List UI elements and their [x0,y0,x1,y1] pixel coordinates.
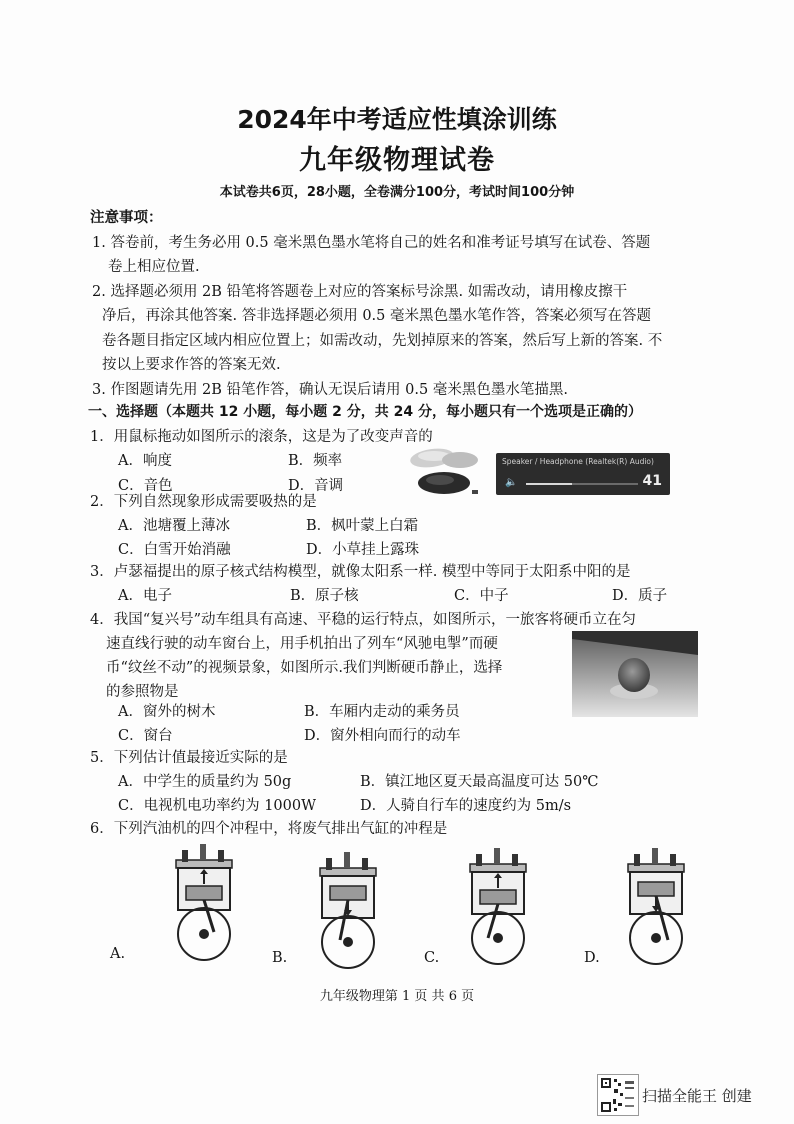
option-d: D．音调 [288,478,344,494]
volume-slider-track [526,483,638,485]
option-a: A．窗外的树木 [118,704,216,720]
option-d: D．质子 [612,588,668,604]
option-a: A．中学生的质量约为 50g [118,774,292,790]
mouse-photo [404,440,486,498]
engine-a-diagram [176,844,232,960]
option-c: C．中子 [454,588,509,604]
question-stem: 6．下列汽油机的四个冲程中，将废气排出气缸的冲程是 [90,821,448,837]
option-c: C．电视机电功率约为 1000W [118,798,317,814]
coin-on-windowsill-photo [572,631,698,717]
option-a: A．响度 [118,453,172,469]
question-stem: 1．用鼠标拖动如图所示的滚条，这是为了改变声音的 [90,429,433,445]
volume-device-label: Speaker / Headphone (Realtek(R) Audio) [502,457,654,466]
notes-line: 3. 作图题请先用 2B 铅笔作答，确认无误后请用 0.5 毫米黑色墨水笔描黑. [92,382,568,398]
question-stem: 币“纹丝不动”的视频景象，如图所示.我们判断硬币静止，选择 [106,660,503,676]
question-stem: 速直线行驶的动车窗台上，用手机拍出了列车“风驰电掣”而硬 [106,636,498,652]
notes-line: 2. 选择题必须用 2B 铅笔将答题卷上对应的答案标号涂黑. 如需改动，请用橡皮擦干 [92,284,628,300]
notes-line: 1. 答卷前，考生务必用 0.5 毫米黑色墨水笔将自己的姓名和准考证号填写在试卷、答题 [92,235,651,251]
option-c: C．白雪开始消融 [118,542,231,558]
exam-subject-title: 九年级物理试卷 [299,145,495,176]
exam-title: 2024年中考适应性填涂训练 [237,105,557,134]
figure-label-a: A. [110,946,126,962]
option-d: D．人骑自行车的速度约为 5m/s [360,798,572,814]
option-a: A．池塘覆上薄冰 [118,518,230,534]
option-d: D．小草挂上露珠 [306,542,420,558]
option-b: B．车厢内走动的乘务员 [304,704,460,720]
figure-label-d: D. [584,950,600,966]
engine-c-diagram [470,848,526,964]
engine-strokes-figure [100,842,720,972]
option-a: A．电子 [118,588,172,604]
question-stem: 4．我国“复兴号”动车组具有高速、平稳的运行特点，如图所示，一旅客将硬币立在匀 [90,612,637,628]
notes-heading: 注意事项： [90,210,163,226]
notes-line: 按以上要求作答的答案无效. [102,357,281,373]
question-stem: 的参照物是 [106,684,179,700]
figure-label-b: B. [272,950,288,966]
section-heading: 一、选择题（本题共 12 小题，每小题 2 分，共 24 分，每小题只有一个选项是正确的） [88,404,642,420]
qr-code-icon [597,1074,639,1116]
option-b: B．原子核 [290,588,359,604]
notes-line: 卷各题目指定区域内相应位置上；如需改动，先划掉原来的答案，然后写上新的答案. 不 [102,333,663,349]
option-c: C．音色 [118,478,173,494]
question-stem: 3．卢瑟福提出的原子核式结构模型，就像太阳系一样. 模型中等同于太阳系中阳的是 [90,564,631,580]
option-b: B．枫叶蒙上白霜 [306,518,419,534]
engine-d-diagram [628,848,684,964]
page-footer: 九年级物理第 1 页 共 6 页 [319,989,475,1004]
question-stem: 5．下列估计值最接近实际的是 [90,750,288,766]
scanner-watermark-text: 扫描全能王 创建 [642,1087,752,1105]
question-stem: 2．下列自然现象形成需要吸热的是 [90,494,317,510]
notes-line: 卷上相应位置. [108,259,200,275]
volume-value: 41 [642,473,662,489]
notes-line: 净后，再涂其他答案. 答非选择题必须用 0.5 毫米黑色墨水笔作答，答案必须写在答题 [102,308,651,324]
option-b: B．频率 [288,453,343,469]
option-b: B．镇江地区夏天最高温度可达 50℃ [360,774,599,790]
speaker-icon: 🔈 [505,477,518,488]
volume-slider-fill [526,483,572,485]
exam-info: 本试卷共6页，28小题，全卷满分100分，考试时间100分钟 [219,185,575,200]
figure-label-c: C. [424,950,440,966]
engine-b-diagram [320,852,376,968]
option-d: D．窗外相向而行的动车 [304,728,461,744]
volume-mixer-image [496,453,670,495]
option-c: C．窗台 [118,728,173,744]
